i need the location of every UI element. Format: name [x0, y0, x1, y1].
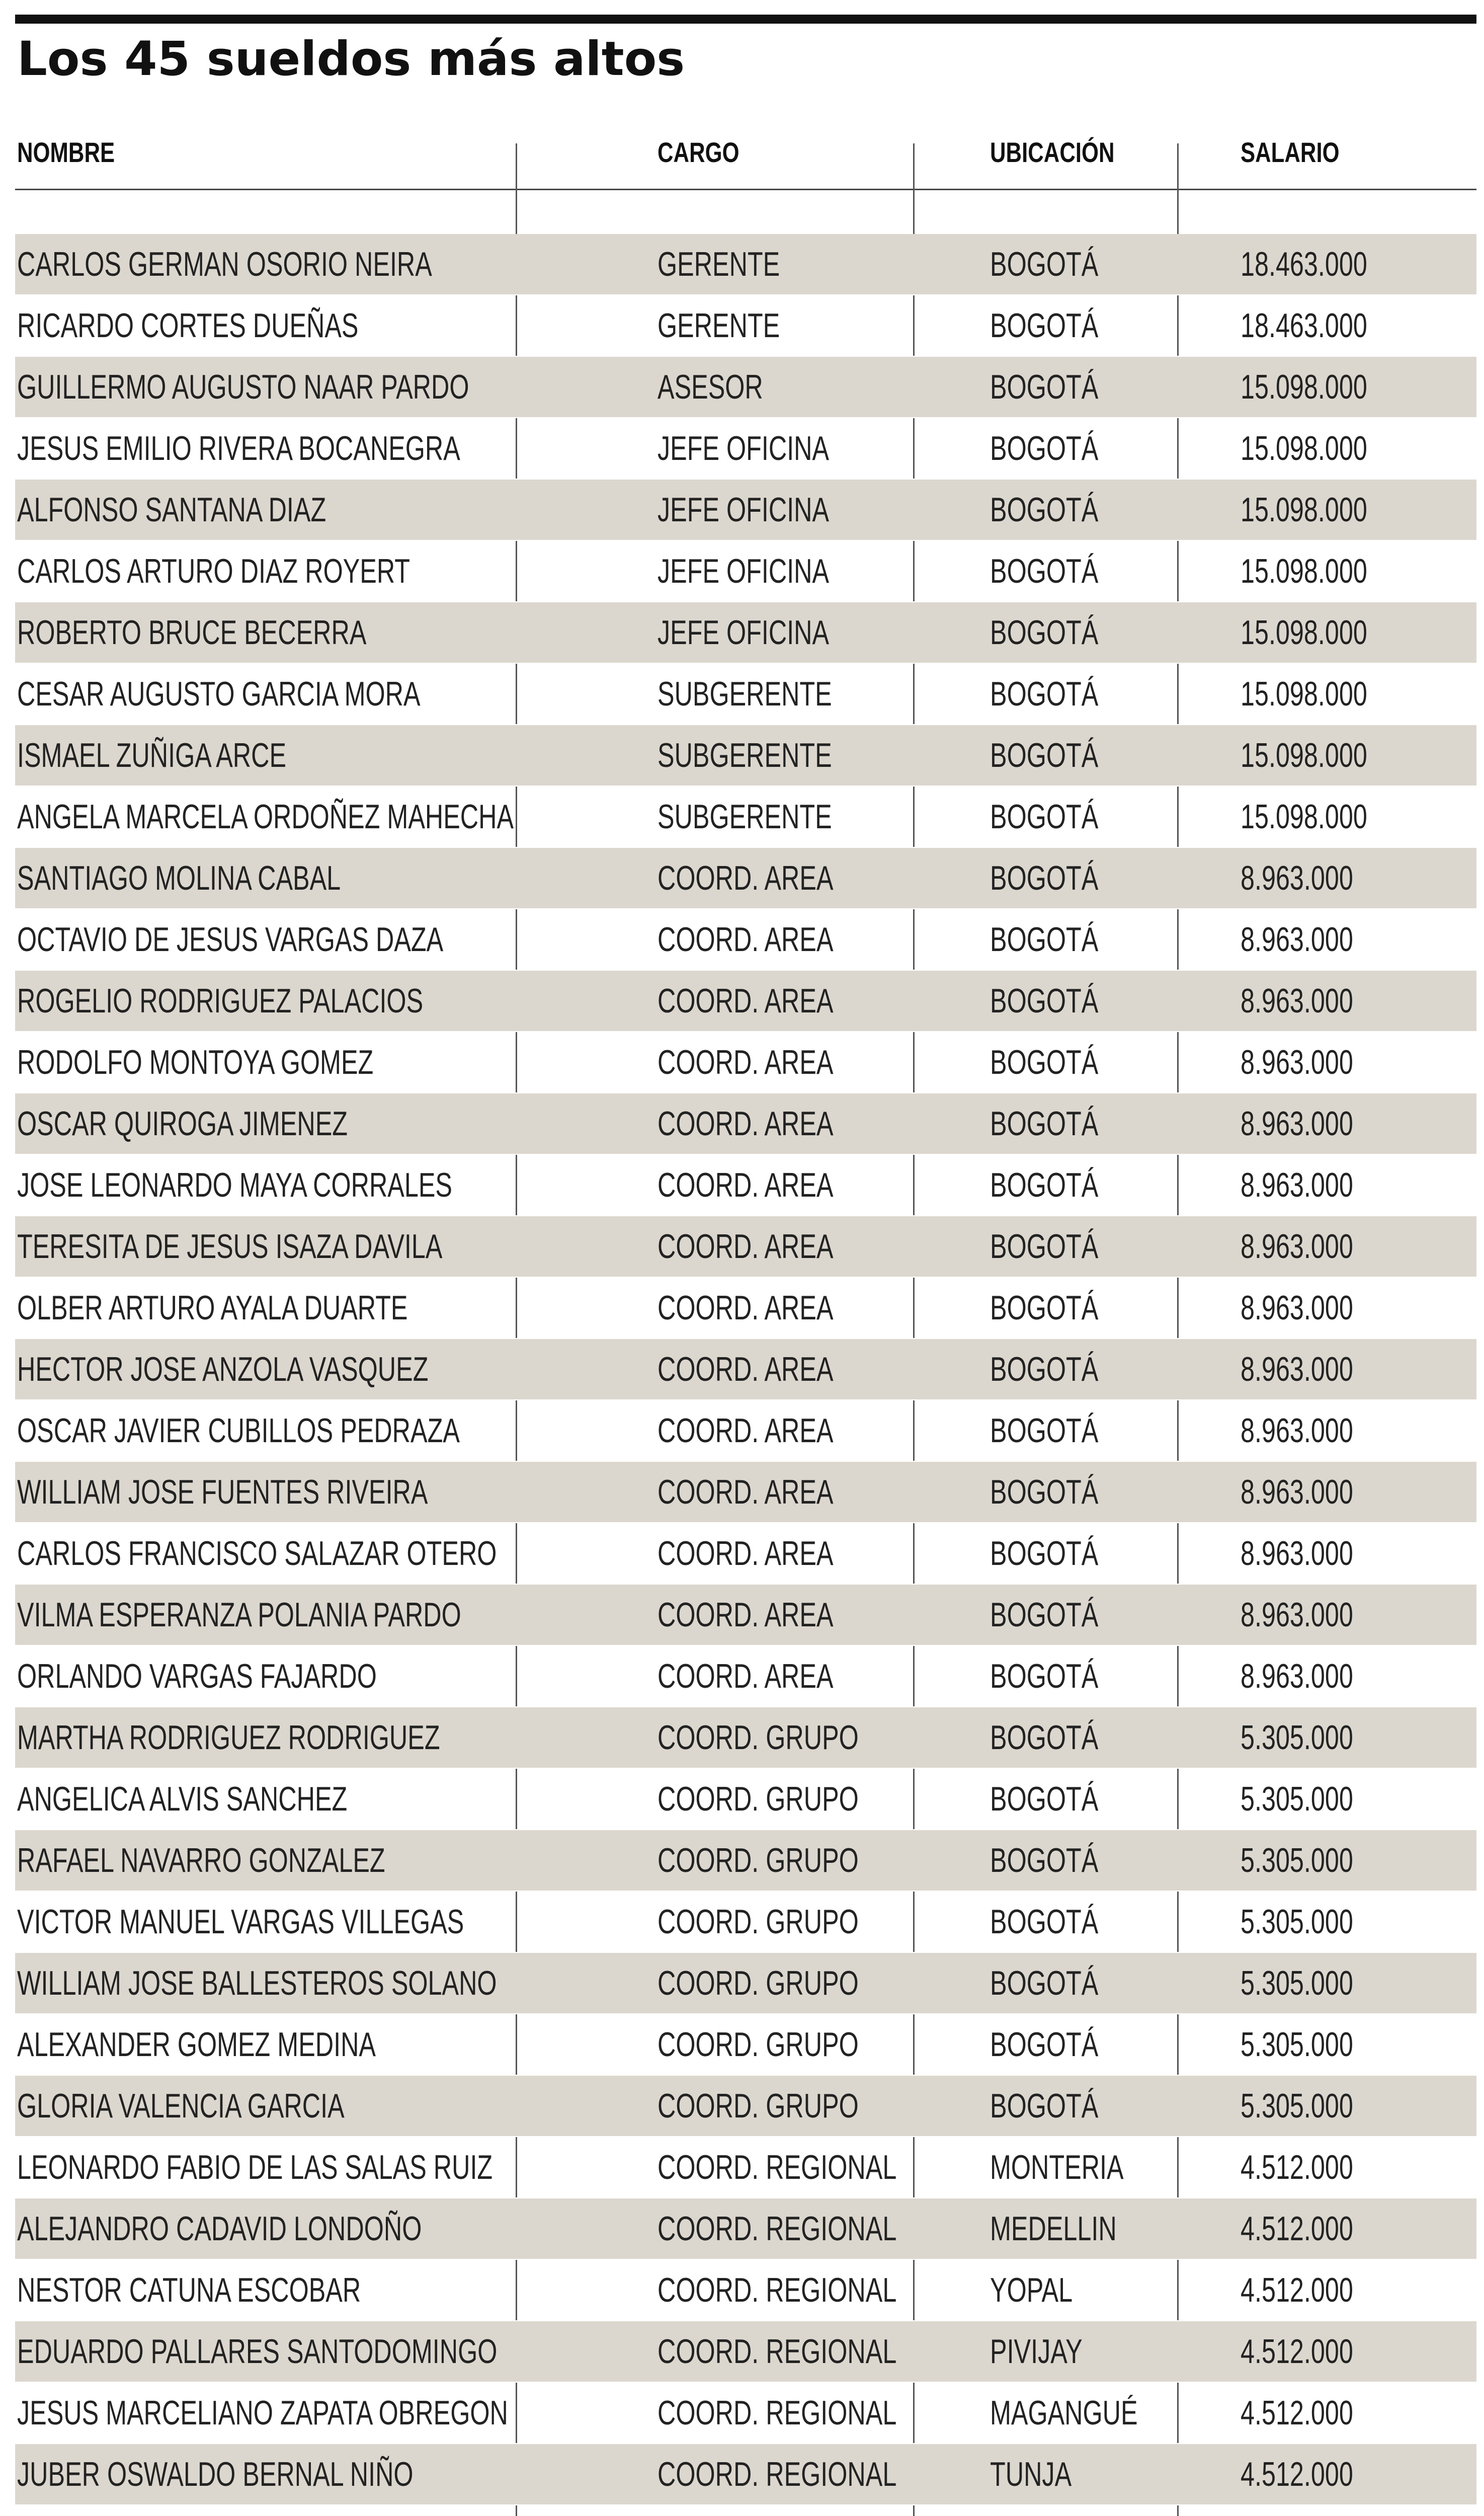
- table-row: [15, 1830, 1476, 1892]
- cell-salario: 5.305.000: [1241, 1780, 1353, 1818]
- cell-cargo: COORD. GRUPO: [657, 2087, 859, 2125]
- salary-table: [15, 128, 1476, 2516]
- cell-cargo: SUBGERENTE: [657, 736, 832, 774]
- cell-nombre: RICARDO CORTES DUEÑAS: [17, 306, 359, 345]
- cell-ubicacion: BOGOTÁ: [990, 736, 1099, 774]
- table-row: [15, 1769, 1476, 1830]
- cell-ubicacion: MAGANGUÉ: [990, 2394, 1138, 2432]
- cell-salario: 5.305.000: [1241, 1841, 1353, 1879]
- cell-cargo: COORD. GRUPO: [657, 1780, 859, 1818]
- cell-nombre: OSCAR QUIROGA JIMENEZ: [17, 1105, 348, 1143]
- cell-salario: 4.512.000: [1241, 2455, 1353, 2493]
- cell-cargo: COORD. AREA: [657, 982, 834, 1020]
- cell-salario: 4.512.000: [1241, 2394, 1353, 2432]
- cell-salario: 8.963.000: [1241, 1657, 1353, 1695]
- cell-nombre: ANGELA MARCELA ORDOÑEZ MAHECHA: [17, 798, 514, 836]
- table-row: [15, 2076, 1476, 2137]
- cell-cargo: COORD. AREA: [657, 1105, 834, 1143]
- cell-cargo: COORD. AREA: [657, 1411, 834, 1450]
- cell-salario: 8.963.000: [1241, 859, 1353, 897]
- cell-cargo: JEFE OFICINA: [657, 613, 830, 652]
- cell-ubicacion: BOGOTÁ: [990, 368, 1099, 406]
- cell-salario: 8.963.000: [1241, 1411, 1353, 1450]
- cell-nombre: ISMAEL ZUÑIGA ARCE: [17, 736, 287, 774]
- cell-nombre: GUILLERMO AUGUSTO NAAR PARDO: [17, 368, 469, 406]
- cell-salario: 8.963.000: [1241, 1534, 1353, 1572]
- cell-ubicacion: BOGOTÁ: [990, 1903, 1099, 1941]
- cell-nombre: HECTOR JOSE ANZOLA VASQUEZ: [17, 1350, 429, 1388]
- cell-nombre: CARLOS GERMAN OSORIO NEIRA: [17, 245, 432, 283]
- cell-ubicacion: BOGOTÁ: [990, 2025, 1099, 2064]
- cell-salario: 5.305.000: [1241, 1903, 1353, 1941]
- cell-cargo: COORD. GRUPO: [657, 2025, 859, 2064]
- table-row: [15, 2198, 1476, 2260]
- cell-nombre: ALEJANDRO CADAVID LONDOÑO: [17, 2210, 422, 2248]
- cell-ubicacion: BOGOTÁ: [990, 982, 1099, 1020]
- cell-ubicacion: BOGOTÁ: [990, 552, 1099, 590]
- cell-cargo: COORD. AREA: [657, 1227, 834, 1266]
- cell-nombre: JESUS EMILIO RIVERA BOCANEGRA: [17, 429, 460, 467]
- table-row: [15, 1155, 1476, 1216]
- cell-cargo: COORD. REGIONAL: [657, 2148, 897, 2186]
- cell-nombre: JESUS MARCELIANO ZAPATA OBREGON: [17, 2394, 508, 2432]
- cell-nombre: SANTIAGO MOLINA CABAL: [17, 859, 341, 897]
- cell-nombre: CARLOS FRANCISCO SALAZAR OTERO: [17, 1534, 497, 1572]
- cell-ubicacion: BOGOTÁ: [990, 920, 1099, 959]
- cell-ubicacion: BOGOTÁ: [990, 1043, 1099, 1081]
- cell-cargo: COORD. AREA: [657, 1473, 834, 1511]
- cell-ubicacion: BOGOTÁ: [990, 491, 1099, 529]
- cell-ubicacion: BOGOTÁ: [990, 1657, 1099, 1695]
- cell-salario: 18.463.000: [1241, 306, 1367, 345]
- cell-salario: 15.098.000: [1241, 613, 1367, 652]
- cell-salario: 8.963.000: [1241, 920, 1353, 959]
- cell-cargo: COORD. AREA: [657, 1596, 834, 1634]
- table-row: [15, 2505, 1476, 2516]
- cell-nombre: ALFONSO SANTANA DIAZ: [17, 491, 326, 529]
- cell-cargo: COORD. AREA: [657, 920, 834, 959]
- table-row: [15, 541, 1476, 602]
- table-row: [15, 2260, 1476, 2321]
- cell-ubicacion: BOGOTÁ: [990, 245, 1099, 283]
- cell-nombre: LEONARDO FABIO DE LAS SALAS RUIZ: [17, 2148, 493, 2186]
- table-row: [15, 1892, 1476, 1953]
- table-row: [15, 1093, 1476, 1155]
- table-row: [15, 2137, 1476, 2198]
- cell-cargo: JEFE OFICINA: [657, 552, 830, 590]
- cell-salario: 8.963.000: [1241, 1289, 1353, 1327]
- cell-salario: 5.305.000: [1241, 1718, 1353, 1757]
- table-row: [15, 1953, 1476, 2014]
- cell-ubicacion: MONTERIA: [990, 2148, 1124, 2186]
- table-row: [15, 234, 1476, 295]
- cell-ubicacion: BOGOTÁ: [990, 1105, 1099, 1143]
- table-row: [15, 418, 1476, 480]
- cell-nombre: NESTOR CATUNA ESCOBAR: [17, 2271, 361, 2309]
- table-row: [15, 1216, 1476, 1278]
- cell-nombre: WILLIAM JOSE BALLESTEROS SOLANO: [17, 1964, 497, 2002]
- table-row: [15, 480, 1476, 541]
- table-row: [15, 664, 1476, 725]
- cell-salario: 15.098.000: [1241, 552, 1367, 590]
- cell-salario: 8.963.000: [1241, 982, 1353, 1020]
- cell-nombre: CESAR AUGUSTO GARCIA MORA: [17, 675, 421, 713]
- cell-nombre: OCTAVIO DE JESUS VARGAS DAZA: [17, 920, 444, 959]
- cell-ubicacion: BOGOTÁ: [990, 675, 1099, 713]
- cell-nombre: JOSE LEONARDO MAYA CORRALES: [17, 1166, 452, 1204]
- cell-nombre: ORLANDO VARGAS FAJARDO: [17, 1657, 377, 1695]
- column-header-nombre: NOMBRE: [17, 136, 115, 168]
- cell-salario: 4.512.000: [1241, 2210, 1353, 2248]
- cell-nombre: RODOLFO MONTOYA GOMEZ: [17, 1043, 374, 1081]
- cell-ubicacion: BOGOTÁ: [990, 1596, 1099, 1634]
- cell-salario: 8.963.000: [1241, 1105, 1353, 1143]
- cell-cargo: COORD. REGIONAL: [657, 2332, 897, 2371]
- cell-ubicacion: BOGOTÁ: [990, 306, 1099, 345]
- table-row: [15, 1585, 1476, 1646]
- cell-cargo: JEFE OFICINA: [657, 491, 830, 529]
- cell-ubicacion: TUNJA: [990, 2455, 1072, 2493]
- cell-cargo: GERENTE: [657, 306, 780, 345]
- cell-ubicacion: BOGOTÁ: [990, 613, 1099, 652]
- table-row: [15, 1707, 1476, 1769]
- column-header-salario: SALARIO: [1241, 136, 1340, 168]
- table-header: [15, 128, 1476, 190]
- table-row: [15, 2444, 1476, 2505]
- table-row: [15, 602, 1476, 664]
- cell-ubicacion: BOGOTÁ: [990, 1780, 1099, 1818]
- cell-cargo: COORD. AREA: [657, 1043, 834, 1081]
- cell-ubicacion: BOGOTÁ: [990, 1473, 1099, 1511]
- table-row: [15, 2383, 1476, 2444]
- cell-nombre: JUBER OSWALDO BERNAL NIÑO: [17, 2455, 414, 2493]
- top-rule: [15, 15, 1476, 24]
- cell-salario: 8.963.000: [1241, 1350, 1353, 1388]
- table-row: [15, 1462, 1476, 1523]
- cell-salario: 15.098.000: [1241, 675, 1367, 713]
- cell-cargo: COORD. AREA: [657, 1166, 834, 1204]
- cell-nombre: ALEXANDER GOMEZ MEDINA: [17, 2025, 376, 2064]
- cell-salario: 15.098.000: [1241, 736, 1367, 774]
- cell-salario: 15.098.000: [1241, 368, 1367, 406]
- cell-nombre: EDUARDO PALLARES SANTODOMINGO: [17, 2332, 498, 2371]
- cell-ubicacion: BOGOTÁ: [990, 1841, 1099, 1879]
- cell-salario: 15.098.000: [1241, 491, 1367, 529]
- cell-cargo: GERENTE: [657, 245, 780, 283]
- cell-ubicacion: BOGOTÁ: [990, 2087, 1099, 2125]
- cell-ubicacion: BOGOTÁ: [990, 1350, 1099, 1388]
- cell-cargo: COORD. GRUPO: [657, 1964, 859, 2002]
- cell-salario: 15.098.000: [1241, 798, 1367, 836]
- cell-nombre: RAFAEL NAVARRO GONZALEZ: [17, 1841, 385, 1879]
- cell-nombre: OSCAR JAVIER CUBILLOS PEDRAZA: [17, 1411, 460, 1450]
- table-row: [15, 1278, 1476, 1339]
- table-row: [15, 1339, 1476, 1400]
- cell-ubicacion: BOGOTÁ: [990, 1166, 1099, 1204]
- cell-salario: 5.305.000: [1241, 2025, 1353, 2064]
- cell-cargo: COORD. AREA: [657, 1350, 834, 1388]
- cell-cargo: COORD. AREA: [657, 1657, 834, 1695]
- table-row: [15, 1646, 1476, 1707]
- table-row: [15, 971, 1476, 1032]
- cell-nombre: GLORIA VALENCIA GARCIA: [17, 2087, 345, 2125]
- table-row: [15, 295, 1476, 357]
- cell-salario: 8.963.000: [1241, 1596, 1353, 1634]
- cell-cargo: COORD. REGIONAL: [657, 2271, 897, 2309]
- cell-nombre: VILMA ESPERANZA POLANIA PARDO: [17, 1596, 461, 1634]
- cell-cargo: COORD. GRUPO: [657, 1841, 859, 1879]
- cell-cargo: COORD. AREA: [657, 1289, 834, 1327]
- cell-salario: 8.963.000: [1241, 1227, 1353, 1266]
- cell-cargo: COORD. REGIONAL: [657, 2210, 897, 2248]
- column-header-cargo: CARGO: [657, 136, 739, 168]
- cell-nombre: MARTHA RODRIGUEZ RODRIGUEZ: [17, 1718, 440, 1757]
- cell-nombre: ROGELIO RODRIGUEZ PALACIOS: [17, 982, 424, 1020]
- cell-ubicacion: BOGOTÁ: [990, 798, 1099, 836]
- table-row: [15, 2014, 1476, 2076]
- table-row: [15, 1523, 1476, 1585]
- cell-ubicacion: BOGOTÁ: [990, 1534, 1099, 1572]
- cell-ubicacion: BOGOTÁ: [990, 1289, 1099, 1327]
- cell-ubicacion: BOGOTÁ: [990, 429, 1099, 467]
- cell-nombre: OLBER ARTURO AYALA DUARTE: [17, 1289, 408, 1327]
- cell-cargo: COORD. GRUPO: [657, 1718, 859, 1757]
- cell-salario: 4.512.000: [1241, 2271, 1353, 2309]
- cell-cargo: ASESOR: [657, 368, 763, 406]
- table-row: [15, 848, 1476, 909]
- cell-cargo: SUBGERENTE: [657, 798, 832, 836]
- cell-salario: 8.963.000: [1241, 1473, 1353, 1511]
- cell-nombre: ROBERTO BRUCE BECERRA: [17, 613, 367, 652]
- cell-salario: 8.963.000: [1241, 1043, 1353, 1081]
- cell-cargo: JEFE OFICINA: [657, 429, 830, 467]
- table-row: [15, 1032, 1476, 1093]
- cell-ubicacion: BOGOTÁ: [990, 1964, 1099, 2002]
- table-row: [15, 787, 1476, 848]
- cell-salario: 8.963.000: [1241, 1166, 1353, 1204]
- cell-salario: 5.305.000: [1241, 2087, 1353, 2125]
- table-row: [15, 2321, 1476, 2383]
- cell-nombre: TERESITA DE JESUS ISAZA DAVILA: [17, 1227, 443, 1266]
- cell-salario: 15.098.000: [1241, 429, 1367, 467]
- page-title: Los 45 sueldos más altos: [17, 32, 685, 87]
- cell-ubicacion: BOGOTÁ: [990, 1411, 1099, 1450]
- cell-ubicacion: YOPAL: [990, 2271, 1073, 2309]
- cell-ubicacion: BOGOTÁ: [990, 859, 1099, 897]
- table-row: [15, 357, 1476, 418]
- cell-ubicacion: BOGOTÁ: [990, 1227, 1099, 1266]
- table-row: [15, 1400, 1476, 1462]
- cell-ubicacion: PIVIJAY: [990, 2332, 1083, 2371]
- table-row: [15, 909, 1476, 971]
- cell-salario: 18.463.000: [1241, 245, 1367, 283]
- cell-salario: 5.305.000: [1241, 1964, 1353, 2002]
- cell-ubicacion: BOGOTÁ: [990, 1718, 1099, 1757]
- cell-nombre: CARLOS ARTURO DIAZ ROYERT: [17, 552, 410, 590]
- cell-nombre: VICTOR MANUEL VARGAS VILLEGAS: [17, 1903, 464, 1941]
- cell-nombre: ANGELICA ALVIS SANCHEZ: [17, 1780, 348, 1818]
- cell-cargo: COORD. AREA: [657, 1534, 834, 1572]
- cell-cargo: COORD. REGIONAL: [657, 2394, 897, 2432]
- table-row: [15, 725, 1476, 787]
- cell-cargo: COORD. REGIONAL: [657, 2455, 897, 2493]
- column-header-ubicacion: UBICACIÓN: [990, 136, 1115, 168]
- cell-salario: 4.512.000: [1241, 2148, 1353, 2186]
- cell-cargo: COORD. AREA: [657, 859, 834, 897]
- cell-salario: 4.512.000: [1241, 2332, 1353, 2371]
- cell-cargo: COORD. GRUPO: [657, 1903, 859, 1941]
- cell-nombre: WILLIAM JOSE FUENTES RIVEIRA: [17, 1473, 428, 1511]
- table-body: [15, 234, 1476, 2516]
- cell-cargo: SUBGERENTE: [657, 675, 832, 713]
- cell-ubicacion: MEDELLIN: [990, 2210, 1117, 2248]
